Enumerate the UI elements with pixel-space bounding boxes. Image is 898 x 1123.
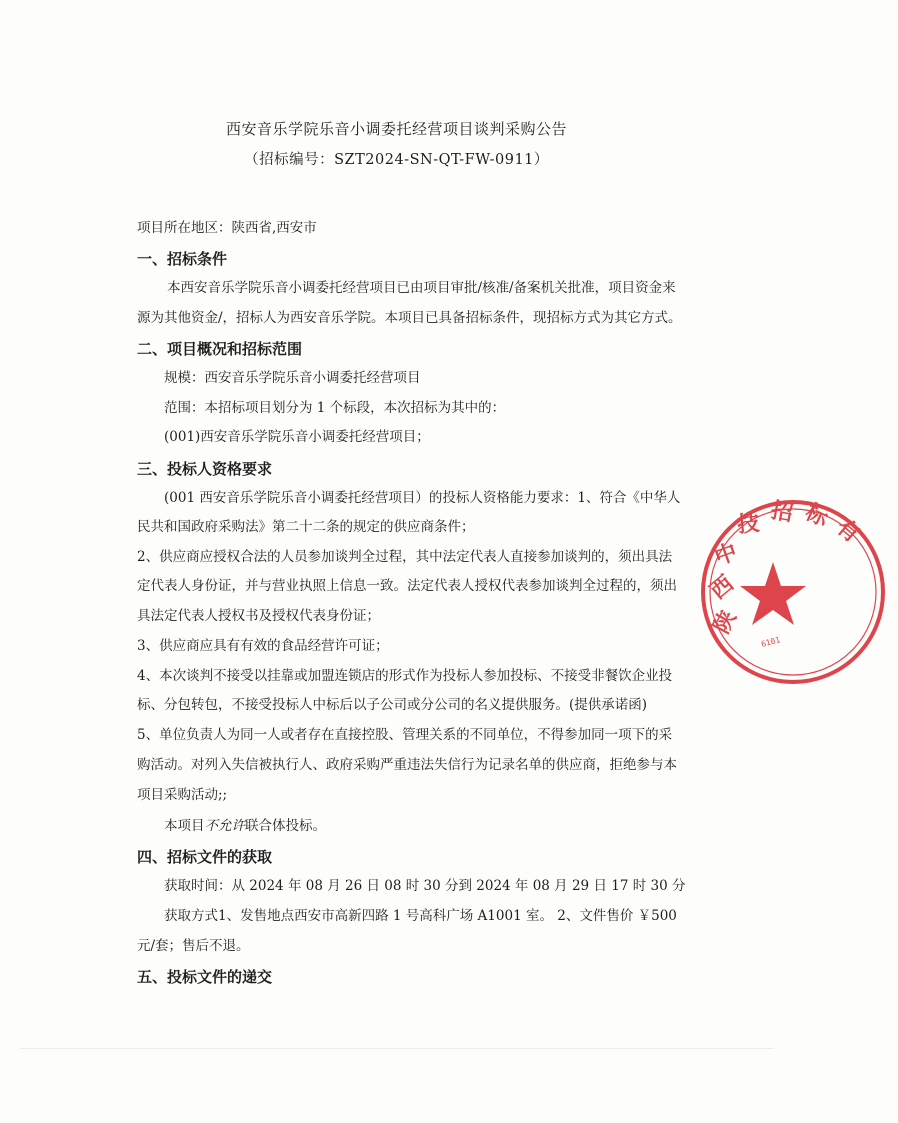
requirement-line: 4、本次谈判不接受以挂靠或加盟连锁店的形式作为投标人参加投标、不接受非餐饮企业投 [137,668,673,684]
document-title: 西安音乐学院乐音小调委托经营项目谈判采购公告 [225,120,567,138]
requirement-line: (001 西安音乐学院乐音小调委托经营项目）的投标人资格能力要求：1、符合《中华人 [164,490,681,506]
paragraph-line: 本西安音乐学院乐音小调委托经营项目已由项目审批/核准/备案机关批准，项目资金来 [167,280,676,296]
scale-line: 规模：西安音乐学院乐音小调委托经营项目 [164,370,421,386]
scope-line: 范围：本招标项目划分为 1 个标段，本次招标为其中的： [164,400,506,416]
svg-text:中: 中 [711,539,741,571]
requirement-line: 2、供应商应授权合法的人员参加谈判全过程，其中法定代表人直接参加谈判的，须出具法 [137,549,673,565]
section-heading-1: 一、招标条件 [137,250,228,268]
requirement-line: 标、分包转包，不接受投标人中标后以子公司或分公司的名义提供服务。(提供承诺函) [137,697,648,713]
svg-text:6101: 6101 [760,635,782,649]
section-heading-5: 五、投标文件的递交 [137,968,273,986]
section-heading-2: 二、项目概况和招标范围 [137,340,303,358]
acquire-method-line: 获取方式1、发售地点西安市高新四路 1 号高科广场 A1001 室。 2、文件售价 ￥500 [164,908,677,924]
page-edge-line [20,1048,773,1049]
joint-italic: 不允许 [204,818,245,834]
section-heading-3: 三、投标人资格要求 [137,460,273,478]
svg-text:技: 技 [736,511,761,538]
requirement-line: 项目采购活动;; [137,787,228,803]
section-heading-4: 四、招标文件的获取 [137,848,273,866]
paragraph-line: 源为其他资金/，招标人为西安音乐学院。本项目已具备招标条件，现招标方式为其它方式。 [137,310,682,326]
joint-bid-line [164,816,326,836]
acquire-method-line: 元/套；售后不退。 [137,938,250,954]
svg-text:招: 招 [768,498,795,527]
acquire-time-line: 获取时间：从 2024 年 08 月 26 日 08 时 30 分到 2024 年 08 月 29 日 17 时 30 分 [164,878,686,894]
tender-number: （招标编号：SZT2024-SN-QT-FW-0911） [244,152,549,168]
svg-text:有: 有 [831,514,865,548]
svg-text:标: 标 [801,499,832,532]
company-seal-stamp [688,487,898,697]
requirement-line: 具法定代表人授权书及授权代表身份证； [137,608,380,624]
project-region: 项目所在地区：陕西省,西安市 [137,220,317,236]
requirement-line: 民共和国政府采购法》第二十二条的规定的供应商条件； [137,519,475,535]
joint-suffix: 联合体投标。 [245,818,326,834]
lot-line: (001)西安音乐学院乐音小调委托经营项目； [164,429,430,445]
requirement-line: 3、供应商应具有有效的食品经营许可证； [137,638,389,654]
requirement-line: 购活动。对列入失信被执行人、政府采购严重违法失信行为记录名单的供应商，拒绝参与本 [137,757,677,773]
svg-text:西: 西 [705,571,739,605]
requirement-line: 定代表人身份证，并与营业执照上信息一致。法定代表人授权代表参加谈判全过程的，须出 [137,578,677,594]
joint-prefix: 本项目 [164,818,205,834]
requirement-line: 5、单位负责人为同一人或者存在直接控股、管理关系的不同单位，不得参加同一项下的采 [137,727,673,743]
svg-text:陕: 陕 [709,606,742,638]
